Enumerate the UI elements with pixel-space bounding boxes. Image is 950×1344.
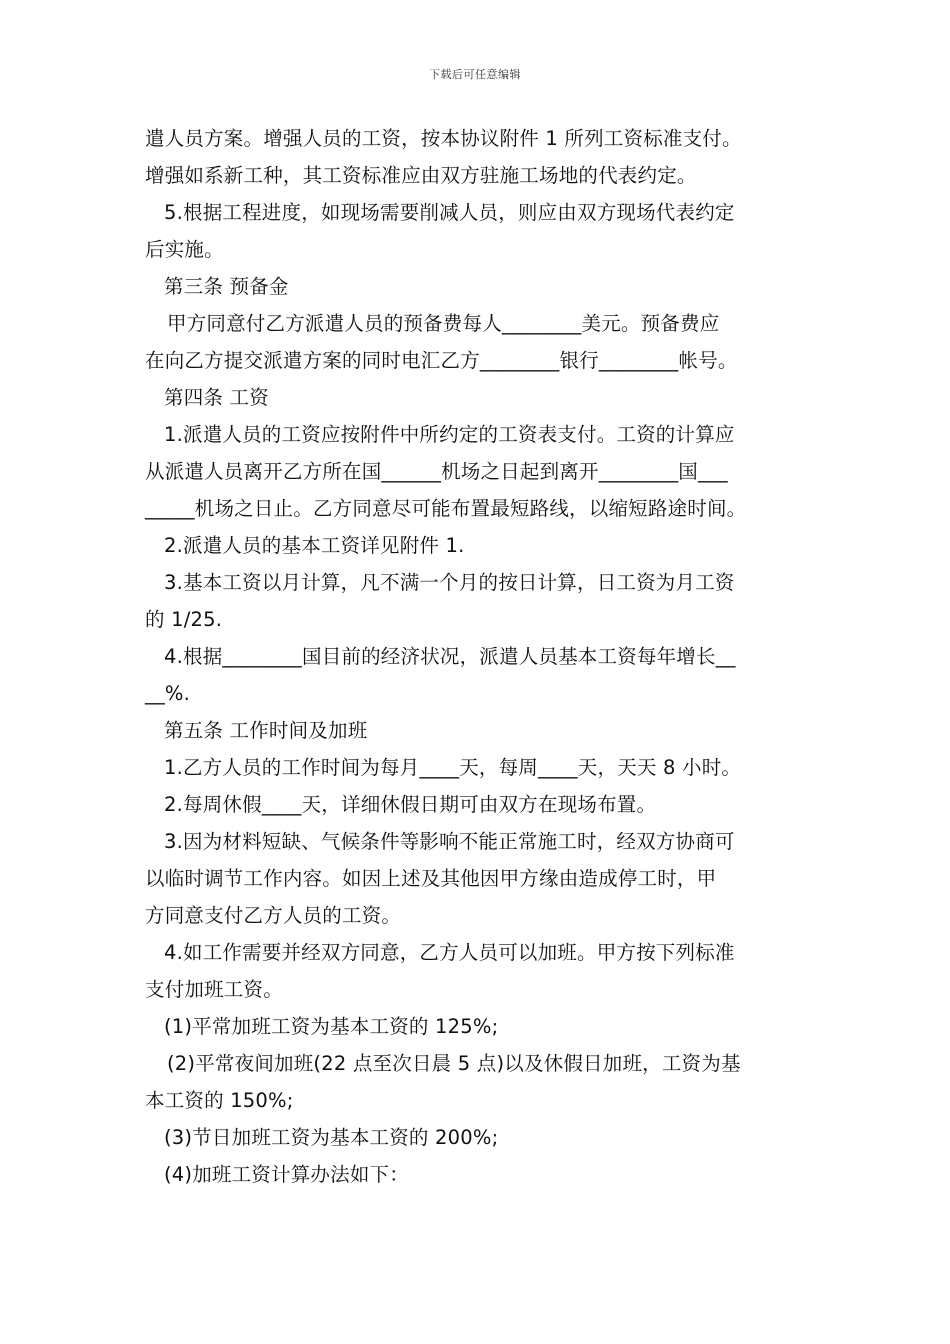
text-line: 增强如系新工种，其工资标准应由双方驻施工场地的代表约定。 <box>145 164 697 187</box>
text-line: 5.根据工程进度，如现场需要削减人员，则应由双方现场代表约定 <box>164 201 735 224</box>
text-line: 4.根据________国目前的经济状况，派遣人员基本工资每年增长__ <box>164 645 736 668</box>
text-line: 支付加班工资。 <box>145 978 283 1001</box>
text-line: 1.乙方人员的工作时间为每月____天，每周____天，天天 8 小时。 <box>164 756 742 779</box>
text-line: 方同意支付乙方人员的工资。 <box>145 904 402 927</box>
header-note: 下载后可任意编辑 <box>429 68 521 81</box>
text-line: (2)平常夜间加班(22 点至次日晨 5 点)以及休假日加班，工资为基 <box>167 1052 741 1075</box>
text-line: 第五条 工作时间及加班 <box>164 719 368 742</box>
text-line: 在向乙方提交派遣方案的同时电汇乙方________银行________帐号。 <box>145 349 738 372</box>
document-body <box>145 120 825 1193</box>
text-line: 的 1/25. <box>145 608 223 631</box>
text-line: _____机场之日止。乙方同意尽可能布置最短路线，以缩短路途时间。 <box>145 497 747 520</box>
text-line: 1.派遣人员的工资应按附件中所约定的工资表支付。工资的计算应 <box>164 423 735 446</box>
text-line: 3.因为材料短缺、气候条件等影响不能正常施工时，经双方协商可 <box>164 830 735 853</box>
text-line: (1)平常加班工资为基本工资的 125%; <box>164 1015 499 1038</box>
text-line: 甲方同意付乙方派遣人员的预备费每人________美元。预备费应 <box>167 312 720 335</box>
text-line: (3)节日加班工资为基本工资的 200%; <box>164 1126 499 1149</box>
text-line: 本工资的 150%; <box>145 1089 294 1112</box>
text-line: (4)加班工资计算办法如下： <box>164 1163 409 1186</box>
text-line: 2.派遣人员的基本工资详见附件 1. <box>164 534 465 557</box>
text-line: __%. <box>145 682 191 705</box>
text-line: 4.如工作需要并经双方同意，乙方人员可以加班。甲方按下列标准 <box>164 941 735 964</box>
text-line: 第三条 预备金 <box>164 275 289 298</box>
text-line: 遣人员方案。增强人员的工资，按本协议附件 1 所列工资标准支付。 <box>145 127 742 150</box>
text-line: 2.每周休假____天，详细休假日期可由双方在现场布置。 <box>164 793 657 816</box>
text-line: 第四条 工资 <box>164 386 269 409</box>
text-line: 以临时调节工作内容。如因上述及其他因甲方缘由造成停工时，甲 <box>145 867 717 890</box>
text-line: 3.基本工资以月计算，凡不满一个月的按日计算，日工资为月工资 <box>164 571 735 594</box>
text-line: 后实施。 <box>145 238 224 261</box>
text-line: 从派遣人员离开乙方所在国______机场之日起到离开________国___ <box>145 460 728 483</box>
